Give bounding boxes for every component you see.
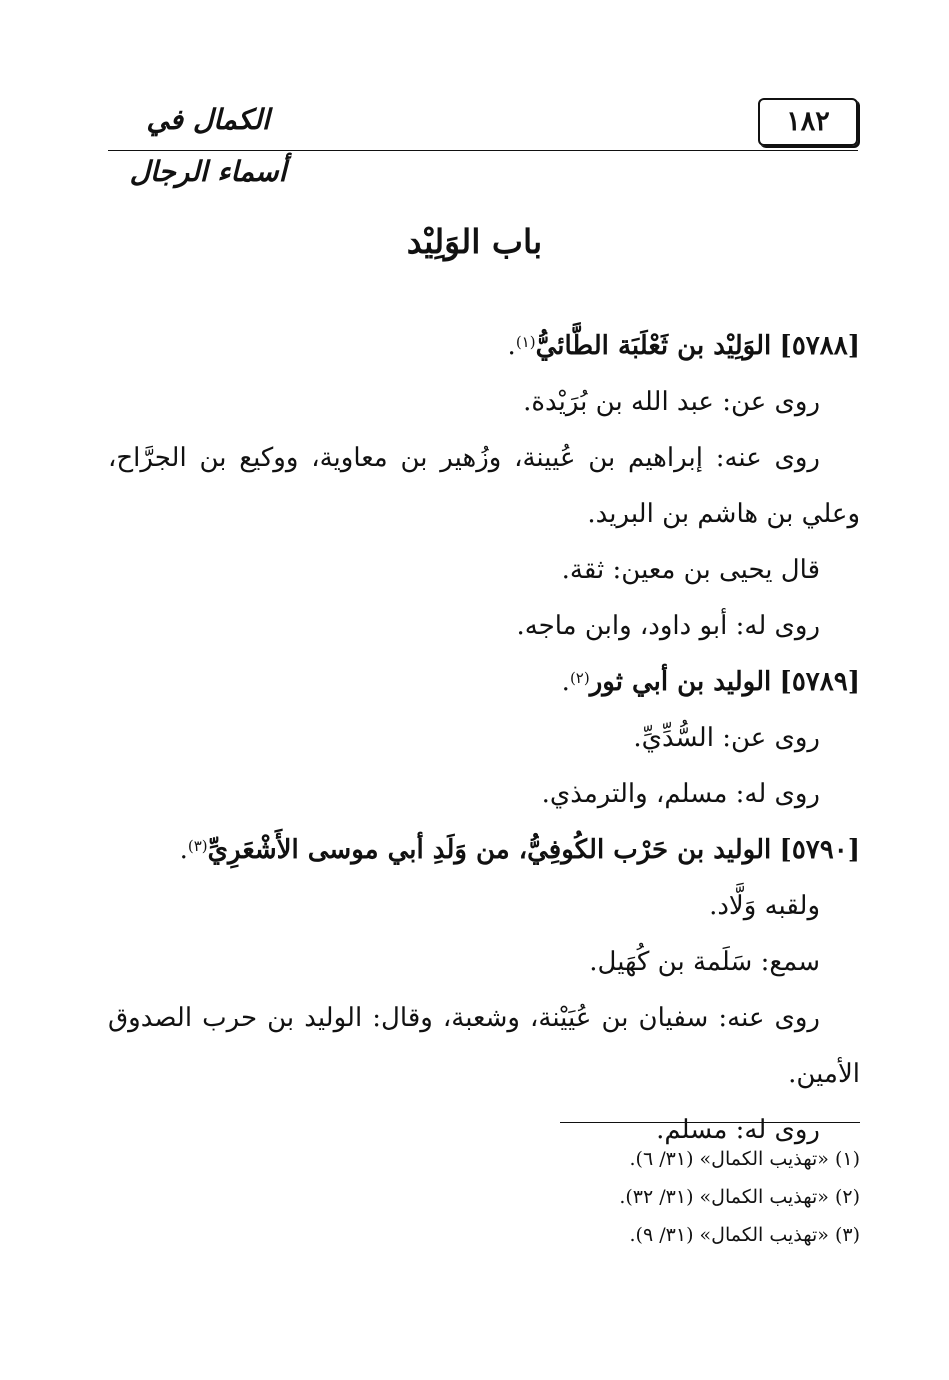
entry-name: الوليد بن أبي ثور — [589, 667, 772, 697]
entry-line: روى عن: عبد الله بن بُرَيْدة. — [523, 387, 820, 417]
header-divider — [108, 150, 858, 151]
book-title: الكمال في أسماء الرجال — [129, 103, 287, 188]
entry-name: الوليد بن حَرْب الكُوفِيُّ، من وَلَدِ أبي موسى الأَشْعَرِيِّ — [207, 835, 772, 865]
entry-line: الأمين. — [788, 1059, 860, 1089]
page-header — [108, 92, 858, 188]
footnote: (٢) «تهذيب الكمال» (٣١/ ٣٢). — [619, 1186, 860, 1208]
entry-line: روى له: أبو داود، وابن ماجه. — [516, 611, 820, 641]
entry-number: [٥٧٨٨] — [779, 331, 860, 361]
footnote-ref: (٣) — [187, 837, 208, 855]
entry-line: سمع: سَلَمة بن كُهَيل. — [589, 947, 820, 977]
footnote: (٣) «تهذيب الكمال» (٣١/ ٩). — [629, 1224, 860, 1246]
footnotes — [108, 1140, 860, 1254]
footnote-ref: (٢) — [569, 669, 590, 687]
main-text — [108, 318, 860, 1158]
entry-line: روى له: مسلم، والترمذي. — [541, 779, 820, 809]
chapter-title: باب الوَلِيْد — [406, 222, 543, 261]
entry-heading: [٥٧٨٩] الوليد بن أبي ثور$^{(٢)}$. — [561, 667, 860, 697]
footnote-ref: (١) — [515, 333, 536, 351]
entry-name: الوَلِيْد بن ثَعْلَبَة الطَّائيُّ — [535, 331, 772, 361]
entry-line: ولقبه وَلَّاد. — [709, 891, 820, 921]
footnote: (١) «تهذيب الكمال» (٣١/ ٦). — [629, 1148, 860, 1170]
entry-number: [٥٧٨٩] — [779, 667, 860, 697]
entry-line: قال يحيى بن معين: ثقة. — [561, 555, 820, 585]
entry-heading: [٥٧٩٠] الوليد بن حَرْب الكُوفِيُّ، من وَلَدِ أبي موسى الأَشْعَرِيِّ$^{(٣)}$. — [179, 835, 860, 865]
entry-line: روى له: مسلم. — [656, 1115, 820, 1145]
footnote-divider — [560, 1122, 860, 1123]
entry-number: [٥٧٩٠] — [779, 835, 860, 865]
page-number: ١٨٢ — [758, 98, 858, 146]
entry-line: روى عن: السُّدِّيِّ. — [633, 723, 820, 753]
entry-line: روى عنه: سفيان بن عُيَيْنة، وشعبة، وقال: الوليد بن حرب الصدوق — [108, 1003, 820, 1033]
entry-heading: [٥٧٨٨] الوَلِيْد بن ثَعْلَبَة الطَّائيُّ$^{(١)}$. — [507, 331, 860, 361]
entry-line: وعلي بن هاشم بن البريد. — [587, 499, 860, 529]
entry-line: روى عنه: إبراهيم بن عُيينة، وزُهير بن معاوية، ووكيع بن الجرَّاح، — [108, 443, 820, 473]
